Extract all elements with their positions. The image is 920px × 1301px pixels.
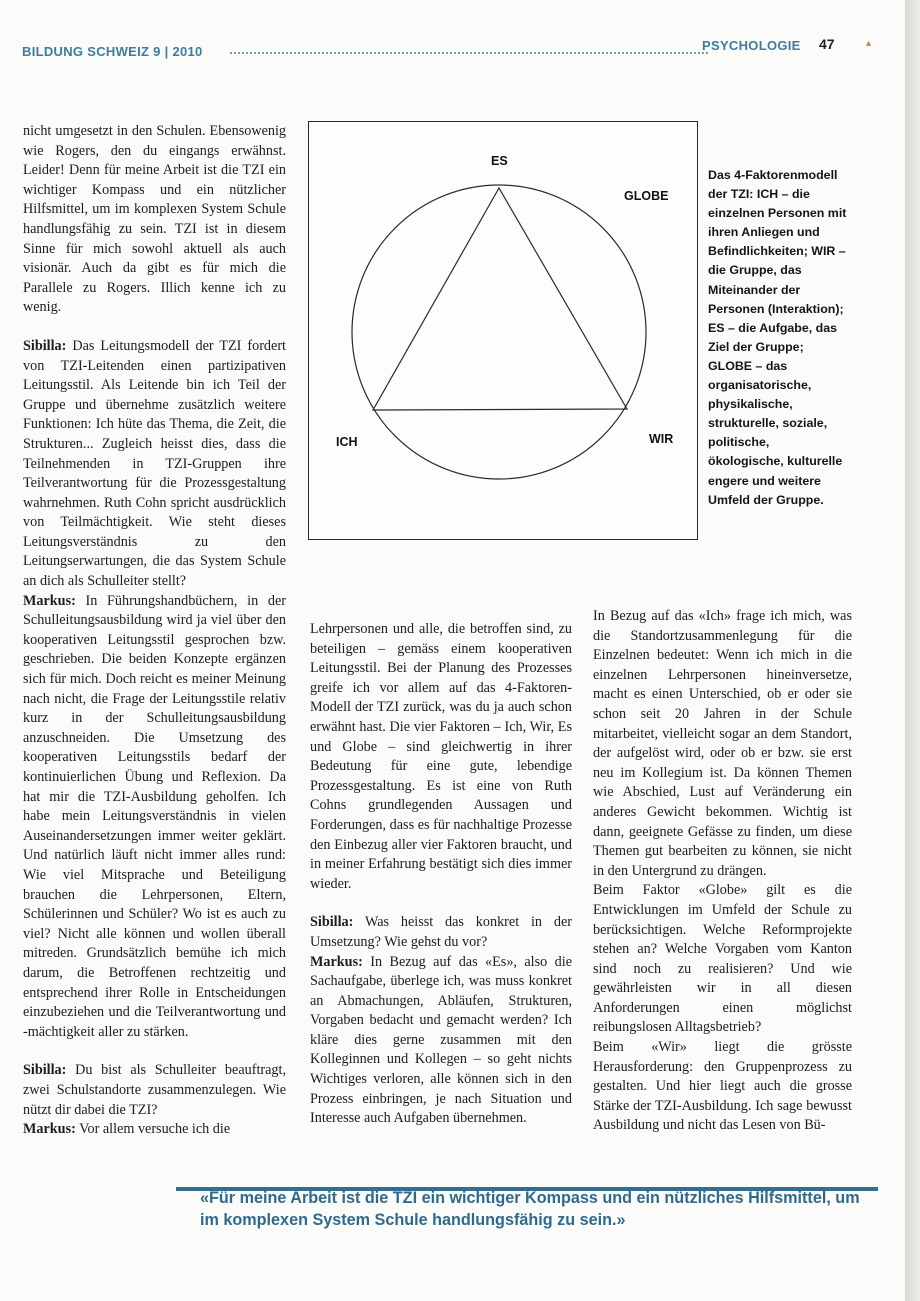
paragraph: [23, 1061, 286, 1120]
section-title: PSYCHOLOGIE: [702, 38, 801, 53]
paragraph-text: In Führungshandbüchern, in der Schulleitungsausbildung wird ja viel über den kooperativen Leitungsstil gesprochen bzw. geschrieben. Die beiden Konzepte ergänzen sich für mich. Doch reicht es meiner Meinung nach nicht, die Frage der Leitungsstile relativ kurz in der Schulleitungsausbildung anzuschneiden. Die Umsetzung des kooperativen Leitungsstils bedarf der kontinuierlichen Übung und Reflexion. Da hat mir die TZI-Ausbildung geholfen. Ich habe mein Leitungsverständnis in vielen Auseinandersetzungen immer weiter geklärt. Und natürlich läuft nicht immer alles rund: Wie viel Mitsprache und Beteiligung brauchen die Lehrpersonen, Eltern, Schülerinnen und Schüler? Wo ist es auch zu viel? Nicht alle können und wollen überall mitreden. Grundsätzlich bemühe ich mich darum, die Betroffenen rechtzeitig und entsprechend ihrer Rolle in Entscheidungen einzubeziehen und die Teilverantwortung und -mächtigkeit aller zu stärken.: [23, 592, 286, 1040]
paragraph: Lehrpersonen und alle, die betroffen sind, zu beteiligen – gemäss einem kooperativen Leitungsstil. Bei der Planung des Prozesses greife ich vor allem auf das 4-Faktoren-Modell der TZI zurück, was du ja auch schon erwähnt hast. Die vier Faktoren – Ich, Wir, Es und Globe – sind gleichwertig in ihrer Bedeutung für eine gute, lebendige Prozessgestaltung. Es ist eine von Ruth Cohns grundlegenden Aussagen und Forderungen, dass es für nachhaltige Prozesse den Einbezug aller vier Faktoren braucht, und in meiner Erfahrung bestätigt sich dies immer wieder.: [310, 621, 572, 892]
speaker-name: Markus:: [310, 953, 363, 970]
paragraph: In Bezug auf das «Ich» frage ich mich, was die Standortzusammenlegung für die Einzelnen bedeutet: Wenn ich mich in die einzelnen Lehrpersonen hineinversetze, macht es einen Unterschied, ob er oder sie schon seit 20 Jahren in der Schule mitarbeitet, vielleicht sogar an dem Standort, der aufgelöst wird, oder ob er bzw. sie erst neu im Kollegium ist. Da können Themen wie Abschied, Lust auf Veränderung ein anderes Gewicht bekommen. Wichtig ist dann, geeignete Gefässe zu finden, um diese Themen gut bearbeiten zu können, sie nicht in den Untergrund zu drängen.: [593, 608, 852, 879]
paragraph: [23, 337, 286, 592]
paragraph: Beim Faktor «Globe» gilt es die Entwicklungen im Umfeld der Schule zu berücksichtigen. Welche Reformprojekte stehen an? Welche Vorgaben vom Kanton sind noch zu realisieren? Und wie gewährleisten wir in all diesen Anforderungen einen möglichst reibungslosen Alltagsbetrieb?: [593, 882, 852, 1036]
text-column-3: [593, 607, 852, 1136]
globe-circle: [352, 185, 646, 479]
text-column-2: [310, 620, 572, 1129]
label-ich: ICH: [336, 435, 358, 449]
tzi-diagram: [309, 122, 697, 539]
page-number: 47: [819, 36, 835, 52]
paragraph-text: Das Leitungsmodell der TZI fordert von TZI-Leitenden einen partizipativen Leitungsstil. Als Leitende bin ich Teil der Gruppe und übernehme zusätzlich weitere Funktionen: Ich hüte das Thema, die Zeit, die Strukturen... Zugleich heisst dies, dass die Teilnehmenden in TZI-Gruppen ihre Teilverantwortung für die Prozessgestaltung wahrnehmen. Ruth Cohn spricht ausdrücklich von Teilmächtigkeit. Wie steht dieses Leitungsverständnis zu den Leitungserwartungen, die das System Schule an dich als Schulleiter stellt?: [23, 337, 286, 590]
paragraph: [23, 1120, 286, 1140]
header-dotted-rule: [230, 40, 708, 54]
corner-mark-icon: ▴: [866, 38, 872, 49]
paragraph-text: In Bezug auf das «Es», also die Sachaufgabe, überlege ich, was muss konkret an Abmachungen, Abläufen, Strukturen, Vorgaben bedacht und gemacht werden? Ich kläre dies gerne zusammen mit den Kolleginnen und Kollegen – so geht nichts Wichtiges verloren, alle können sich in den Prozess einbringen, je nach Situation und Interesse auch Aufgaben übernehmen.: [310, 953, 572, 1127]
paragraph: [310, 913, 572, 952]
pull-quote: «Für meine Arbeit ist die TZI ein wichtiger Kompass und ein nützliches Hilfsmittel, um im komplexen System Schule handlungsfähig zu sein.»: [200, 1189, 860, 1229]
tzi-model-figure: [308, 121, 698, 540]
figure-caption: Das 4-Faktorenmodell der TZI: ICH – die einzelnen Personen mit ihren Anliegen und Befindlichkeiten; WIR – die Gruppe, das Miteinander der Personen (Interaktion); ES – die Aufgabe, das Ziel der Gruppe; GLOBE – das organisatorische, physikalische, strukturelle, soziale, politische, ökologische, kulturelle engere und weitere Umfeld der Gruppe.: [708, 168, 847, 507]
triangle-shape: [373, 188, 627, 410]
paragraph-text: Vor allem versuche ich die: [75, 1121, 231, 1138]
label-wir: WIR: [649, 432, 674, 446]
text-column-1: [23, 122, 286, 1140]
paragraph: [310, 953, 572, 1129]
speaker-name: Markus:: [23, 1121, 76, 1138]
speaker-name: Sibilla:: [23, 1062, 67, 1079]
paragraph-text: Du bist als Schulleiter beauftragt, zwei Schulstandorte zusammenzulegen. Wie nützt dir dabei die TZI?: [23, 1062, 286, 1118]
magazine-title: BILDUNG SCHWEIZ 9 | 2010: [22, 44, 203, 59]
paragraph: Beim «Wir» liegt die grösste Herausforderung: den Gruppenprozess zu gestalten. Und hier liegt auch die grosse Stärke der TZI-Ausbildung. Ich sage bewusst Ausbildung und nicht das Lesen von Bü-: [593, 1039, 852, 1134]
speaker-name: Sibilla:: [23, 337, 67, 354]
page-header: [22, 38, 870, 62]
page-edge: [905, 0, 920, 1301]
label-es: ES: [491, 154, 508, 168]
speaker-name: Markus:: [23, 592, 76, 609]
paragraph-text: Was heisst das konkret in der Umsetzung? Wie gehst du vor?: [310, 914, 572, 950]
paragraph: nicht umgesetzt in den Schulen. Ebensowenig wie Rogers, den du eingangs erwähnst. Leider! Denn für meine Arbeit ist die TZI ein wichtiger Kompass und ein nützlicher Hilfsmittel, um im komplexen System Schule handlungsfähig zu sein. TZI ist in diesem Sinne für mich sowohl aktuell als auch visionär. Auch da gibt es für mich die Parallele zu Rogers. Illich kenne ich zu wenig.: [23, 123, 286, 316]
speaker-name: Sibilla:: [310, 914, 354, 931]
label-globe: GLOBE: [624, 189, 669, 203]
paragraph: [23, 592, 286, 1043]
